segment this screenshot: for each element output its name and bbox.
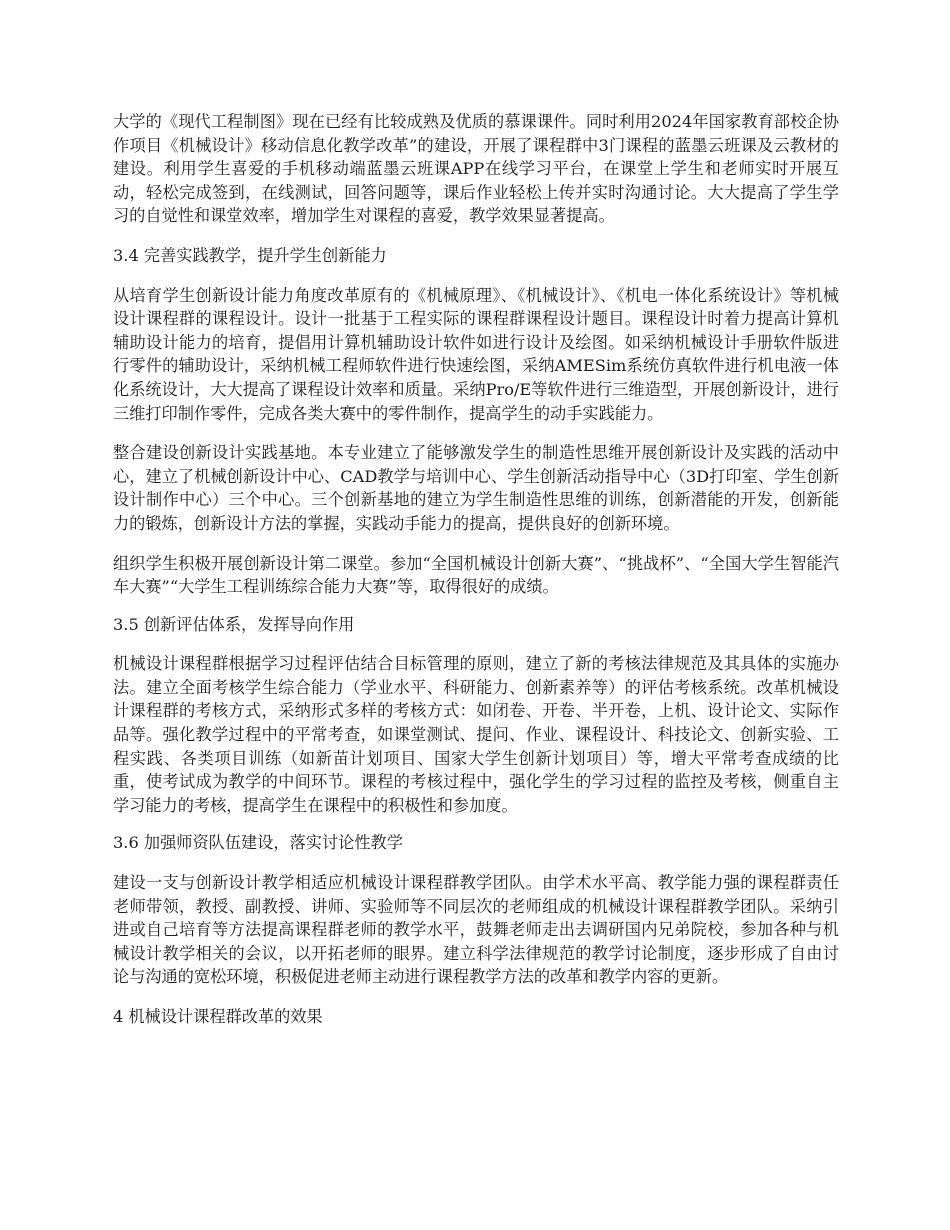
paragraph-practice-base: 整合建设创新设计实践基地。本专业建立了能够激发学生的制造性思维开展创新设计及实践的活动中心，建立了机械创新设计中心、CAD教学与培训中心、学生创新活动指导中心（3D打印室、学生创新设计制作中心）三个中心。三个创新基地的建立为学生制造性思维的训练，创新潜能的开发，创新能力的锻炼，创新设计方法的掌握，实践动手能力的提高，提供良好的创新环境。	[113, 443, 839, 533]
paragraph-moocs: 大学的《现代工程制图》现在已经有比较成熟及优质的慕课课件。同时利用2024年国家教育部校企协作项目《机械设计》移动信息化教学改革”的建设，开展了课程群中3门课程的蓝墨云班课及云教材的建设。利用学生喜爱的手机移动端蓝墨云班课APP在线学习平台，在课堂上学生和老师实时开展互动，轻松完成签到，在线测试，回答问题等，课后作业轻松上传并实时沟通讨论。大大提高了学生学习的自觉性和课堂效率，增加学生对课程的喜爱，教学效果显著提高。	[113, 112, 839, 226]
section-heading-3-6: 3.6 加强师资队伍建设，落实讨论性教学	[113, 833, 403, 853]
paragraph-teaching-team: 建设一支与创新设计教学相适应机械设计课程群教学团队。由学术水平高、教学能力强的课程群责任老师带领，教授、副教授、讲师、实验师等不同层次的老师组成的机械设计课程群教学团队。采纳引进或自己培育等方法提高课程群老师的教学水平，鼓舞老师走出去调研国内兄弟院校，参加各种与机械设计教学相关的会议，以开拓老师的眼界。建立科学法律规范的教学讨论制度，逐步形成了自由讨论与沟通的宽松环境，积极促进老师主动进行课程教学方法的改革和教学内容的更新。	[113, 873, 839, 987]
document-page	[113, 110, 839, 1029]
section-heading-3-5: 3.5 创新评估体系，发挥导向作用	[113, 614, 355, 634]
paragraph-course-design: 从培育学生创新设计能力角度改革原有的《机械原理》、《机械设计》、《机电一体化系统设计》等机械设计课程群的课程设计。设计一批基于工程实际的课程群课程设计题目。课程设计时着力提高计算机辅助设计能力的培育，提倡用计算机辅助设计软件如进行设计及绘图。如采纳机械设计手册软件版进行零件的辅助设计，采纳机械工程师软件进行快速绘图，采纳AMESim系统仿真软件进行机电液一体化系统设计，大大提高了课程设计效率和质量。采纳Pro/E等软件进行三维造型，开展创新设计，进行三维打印制作零件，完成各类大赛中的零件制作，提高学生的动手实践能力。	[113, 285, 839, 423]
section-heading-4: 4 机械设计课程群改革的效果	[113, 1007, 323, 1026]
paragraph-evaluation-system: 机械设计课程群根据学习过程评估结合目标管理的原则，建立了新的考核法律规范及其具体的实施办法。建立全面考核学生综合能力（学业水平、科研能力、创新素养等）的评估考核系统。改革机械设计课程群的考核方式，采纳形式多样的考核方式：如闭卷、开卷、半开卷，上机、设计论文、实际作品等。强化教学过程中的平常考查，如课堂测试、提问、作业、课程设计、科技论文、创新实验、工程实践、各类项目训练（如新苗计划项目、国家大学生创新计划项目）等，增大平常考查成绩的比重，使考试成为教学的中间环节。课程的考核过程中，强化学生的学习过程的监控及考核，侧重自主学习能力的考核，提高学生在课程中的积极性和参加度。	[113, 654, 839, 815]
section-heading-3-4: 3.4 完善实践教学，提升学生创新能力	[113, 245, 387, 265]
paragraph-second-classroom: 组织学生积极开展创新设计第二课堂。参加“全国机械设计创新大赛”、“挑战杯”、“全国大学生智能汽车大赛”“大学生工程训练综合能力大赛”等，取得很好的成绩。	[113, 553, 839, 597]
